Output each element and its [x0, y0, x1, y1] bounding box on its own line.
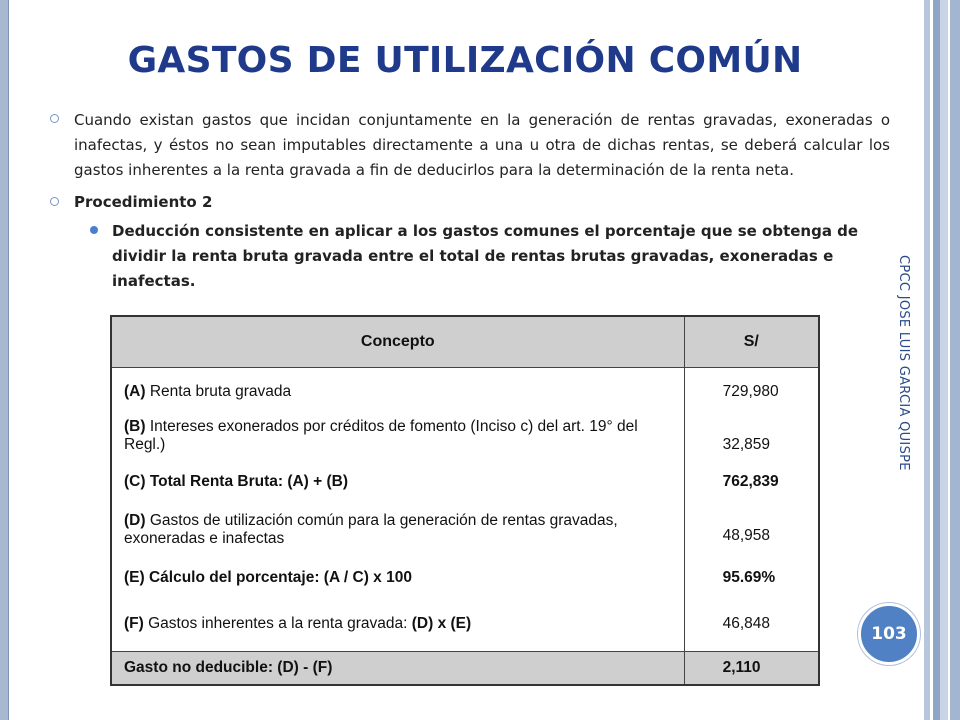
row-value: 762,839 [722, 472, 779, 490]
calculation-table [110, 315, 820, 686]
table-row [111, 410, 819, 462]
slide-content [50, 108, 890, 294]
procedure-detail: Deducción consistente en aplicar a los gastos comunes el porcentaje que se obtenga de dividir la renta bruta gravada entre el total de rentas brutas gravadas, exoneradas e inafectas. [112, 222, 859, 290]
table-header-row [111, 316, 819, 368]
procedure-sub-bullet [50, 219, 890, 294]
row-value: 32,859 [722, 435, 771, 453]
row-formula: (D) x (E) [411, 615, 472, 633]
row-key: (A) [124, 382, 146, 400]
header-concepto: Concepto [111, 316, 684, 368]
row-value: 46,848 [722, 615, 771, 633]
author-vertical-label: CPCC JOSE LUIS GARCIA QUISPE [896, 255, 911, 471]
header-soles: S/ [684, 316, 819, 368]
table-row [111, 558, 819, 598]
row-text: Renta bruta gravada [145, 382, 292, 400]
slide-right-decoration [920, 0, 960, 720]
ring-bullet-icon [50, 197, 59, 206]
ring-bullet-icon [50, 114, 59, 123]
procedure-bullet [50, 191, 890, 213]
procedure-heading: Procedimiento 2 [74, 193, 213, 211]
row-value: 95.69% [722, 568, 776, 586]
slide-title: GASTOS DE UTILIZACIÓN COMÚN [127, 40, 803, 81]
row-text: Intereses exonerados por créditos de fomento (Inciso c) del art. 19° del Regl.) [124, 417, 638, 453]
table-row [111, 462, 819, 502]
table-total-row [111, 652, 819, 686]
intro-bullet [50, 108, 890, 183]
table-row [111, 598, 819, 652]
total-label: Gasto no deducible: (D) - (F) [111, 652, 684, 686]
table-row [111, 502, 819, 558]
row-value: 729,980 [722, 382, 779, 400]
table-row [111, 368, 819, 410]
dot-bullet-icon [90, 226, 98, 234]
row-text: Gastos inherentes a la renta gravada: [143, 615, 412, 633]
intro-paragraph: Cuando existan gastos que incidan conjuntamente en la generación de rentas gravadas, exoneradas o inafectas, y éstos no sean imputables directamente a una u otra de dichas rentas, se deberá calcular los gastos inherentes a la renta gravada a fin de deducirlos para la determinación de la renta neta. [74, 111, 890, 179]
row-key: (B) [124, 417, 146, 435]
row-key: (C) Total Renta Bruta: (A) + (B) [124, 472, 349, 490]
row-key: (E) Cálculo del porcentaje: (A / C) x 100 [124, 568, 412, 586]
page-number-badge: 103 [858, 603, 920, 665]
row-key: (D) [124, 511, 146, 529]
total-value: 2,110 [684, 652, 819, 686]
row-value: 48,958 [722, 526, 771, 544]
row-key: (F) [124, 615, 144, 633]
slide-left-border [0, 0, 8, 720]
row-text: Gastos de utilización común para la generación de rentas gravadas, exoneradas e inafectas [124, 511, 618, 547]
